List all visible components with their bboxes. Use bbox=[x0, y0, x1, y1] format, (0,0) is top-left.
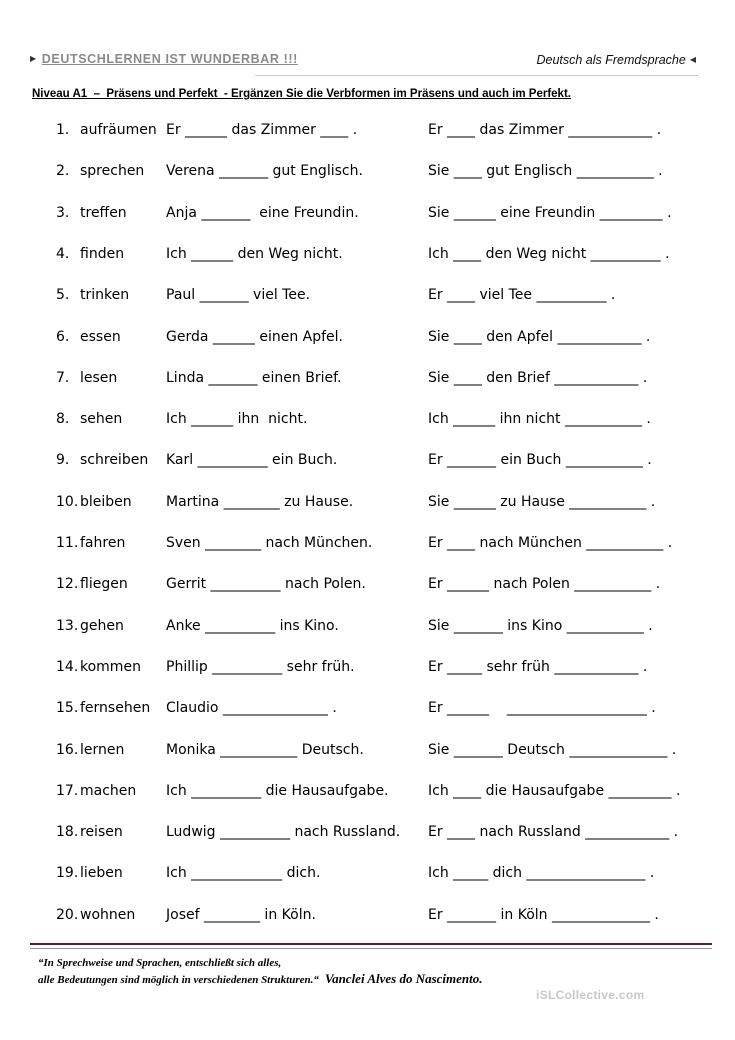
quote-line-2 bbox=[38, 971, 483, 988]
exercise-row bbox=[0, 122, 735, 144]
exercise-number: 18. bbox=[56, 824, 79, 840]
perfect-sentence: Er ______ nach Polen ___________ . bbox=[428, 576, 661, 592]
exercise-number: 17. bbox=[56, 783, 79, 799]
exercise-row bbox=[0, 742, 735, 764]
header-divider bbox=[255, 75, 698, 76]
header-left-text: DEUTSCHLERNEN IST WUNDERBAR !!! bbox=[41, 52, 298, 66]
exercise-number: 11. bbox=[56, 535, 79, 551]
exercise-number: 12. bbox=[56, 576, 79, 592]
present-sentence: Ich _____________ dich. bbox=[166, 865, 321, 881]
exercise-row bbox=[0, 494, 735, 516]
exercise-verb: sehen bbox=[80, 411, 123, 427]
present-sentence: Ich __________ die Hausaufgabe. bbox=[166, 783, 389, 799]
exercise-row bbox=[0, 411, 735, 433]
perfect-sentence: Er _______ ein Buch ___________ . bbox=[428, 452, 652, 468]
perfect-sentence: Sie ____ gut Englisch ___________ . bbox=[428, 163, 663, 179]
watermark: iSLCollective.com bbox=[536, 988, 645, 1002]
header-left-title bbox=[30, 52, 298, 66]
exercise-row bbox=[0, 329, 735, 351]
perfect-sentence: Sie ____ den Brief ____________ . bbox=[428, 370, 648, 386]
perfect-sentence: Ich _____ dich _________________ . bbox=[428, 865, 655, 881]
exercise-verb: schreiben bbox=[80, 452, 149, 468]
present-sentence: Anke __________ ins Kino. bbox=[166, 618, 339, 634]
footer-divider-light bbox=[30, 948, 712, 949]
exercise-number: 20. bbox=[56, 907, 79, 923]
exercise-number: 13. bbox=[56, 618, 79, 634]
exercise-verb: lesen bbox=[80, 370, 118, 386]
perfect-sentence: Er _______ in Köln ______________ . bbox=[428, 907, 659, 923]
exercise-number: 9. bbox=[56, 452, 70, 468]
exercise-verb: lernen bbox=[80, 742, 125, 758]
exercise-row bbox=[0, 700, 735, 722]
exercise-number: 8. bbox=[56, 411, 70, 427]
exercise-verb: sprechen bbox=[80, 163, 145, 179]
exercise-number: 3. bbox=[56, 205, 70, 221]
present-sentence: Martina ________ zu Hause. bbox=[166, 494, 354, 510]
present-sentence: Paul _______ viel Tee. bbox=[166, 287, 311, 303]
exercise-row bbox=[0, 783, 735, 805]
present-sentence: Linda _______ einen Brief. bbox=[166, 370, 342, 386]
exercise-verb: fahren bbox=[80, 535, 126, 551]
exercise-row bbox=[0, 246, 735, 268]
exercise-row bbox=[0, 576, 735, 598]
quote-line-1: “In Sprechweise und Sprachen, entschließt sich alles, bbox=[38, 957, 282, 969]
exercise-number: 10. bbox=[56, 494, 79, 510]
exercise-verb: machen bbox=[80, 783, 137, 799]
exercise-verb: aufräumen bbox=[80, 122, 157, 138]
exercise-number: 16. bbox=[56, 742, 79, 758]
present-sentence: Er ______ das Zimmer ____ . bbox=[166, 122, 358, 138]
exercise-number: 4. bbox=[56, 246, 70, 262]
perfect-sentence: Ich ____ die Hausaufgabe _________ . bbox=[428, 783, 681, 799]
footer-divider-dark bbox=[30, 943, 712, 945]
exercise-row bbox=[0, 907, 735, 929]
present-sentence: Josef ________ in Köln. bbox=[166, 907, 316, 923]
perfect-sentence: Sie ____ den Apfel ____________ . bbox=[428, 329, 651, 345]
present-sentence: Gerrit __________ nach Polen. bbox=[166, 576, 366, 592]
present-sentence: Phillip __________ sehr früh. bbox=[166, 659, 355, 675]
right-arrow-icon: ▶ bbox=[30, 54, 37, 63]
exercise-verb: fernsehen bbox=[80, 700, 151, 716]
perfect-sentence: Er ____ nach München ___________ . bbox=[428, 535, 673, 551]
perfect-sentence: Ich ____ den Weg nicht __________ . bbox=[428, 246, 670, 262]
quote-line-2-text: alle Bedeutungen sind möglich in verschiedenen Strukturen.“ bbox=[38, 974, 319, 986]
exercise-number: 14. bbox=[56, 659, 79, 675]
header-right-title bbox=[536, 53, 696, 67]
present-sentence: Verena _______ gut Englisch. bbox=[166, 163, 363, 179]
perfect-sentence: Er _____ sehr früh ____________ . bbox=[428, 659, 648, 675]
exercise-row bbox=[0, 452, 735, 474]
present-sentence: Ich ______ den Weg nicht. bbox=[166, 246, 343, 262]
exercise-number: 6. bbox=[56, 329, 70, 345]
left-arrow-icon: ◀ bbox=[689, 55, 696, 64]
exercise-row bbox=[0, 618, 735, 640]
perfect-sentence: Sie _______ Deutsch ______________ . bbox=[428, 742, 677, 758]
exercise-verb: trinken bbox=[80, 287, 130, 303]
perfect-sentence: Sie ______ zu Hause ___________ . bbox=[428, 494, 656, 510]
exercise-verb: gehen bbox=[80, 618, 124, 634]
exercise-number: 19. bbox=[56, 865, 79, 881]
exercise-row bbox=[0, 535, 735, 557]
present-sentence: Anja _______ eine Freundin. bbox=[166, 205, 359, 221]
exercise-row bbox=[0, 865, 735, 887]
exercise-verb: reisen bbox=[80, 824, 123, 840]
exercise-verb: essen bbox=[80, 329, 121, 345]
exercise-row bbox=[0, 205, 735, 227]
header-right-text: Deutsch als Fremdsprache bbox=[536, 53, 686, 67]
exercise-number: 2. bbox=[56, 163, 70, 179]
exercise-row bbox=[0, 287, 735, 309]
exercise-number: 1. bbox=[56, 122, 70, 138]
exercise-number: 7. bbox=[56, 370, 70, 386]
exercise-number: 5. bbox=[56, 287, 70, 303]
exercise-verb: lieben bbox=[80, 865, 123, 881]
present-sentence: Sven ________ nach München. bbox=[166, 535, 373, 551]
worksheet-header bbox=[30, 52, 696, 76]
exercise-verb: bleiben bbox=[80, 494, 132, 510]
present-sentence: Ludwig __________ nach Russland. bbox=[166, 824, 401, 840]
exercise-verb: wohnen bbox=[80, 907, 136, 923]
present-sentence: Monika ___________ Deutsch. bbox=[166, 742, 364, 758]
exercise-verb: kommen bbox=[80, 659, 141, 675]
present-sentence: Claudio _______________ . bbox=[166, 700, 337, 716]
present-sentence: Ich ______ ihn nicht. bbox=[166, 411, 308, 427]
exercise-row bbox=[0, 659, 735, 681]
exercise-verb: finden bbox=[80, 246, 125, 262]
perfect-sentence: Sie ______ eine Freundin _________ . bbox=[428, 205, 672, 221]
exercise-verb: fliegen bbox=[80, 576, 128, 592]
exercise-row bbox=[0, 163, 735, 185]
quote-author: Vanclei Alves do Nascimento. bbox=[324, 971, 483, 986]
perfect-sentence: Er ____ viel Tee __________ . bbox=[428, 287, 616, 303]
perfect-sentence: Er ____ nach Russland ____________ . bbox=[428, 824, 679, 840]
perfect-sentence: Sie _______ ins Kino ___________ . bbox=[428, 618, 653, 634]
perfect-sentence: Er ______ ____________________ . bbox=[428, 700, 656, 716]
footer-quote bbox=[38, 955, 483, 988]
instruction-text: Niveau A1 – Präsens und Perfekt - Ergänzen Sie die Verbformen im Präsens und auch im Perfekt. bbox=[32, 88, 571, 100]
present-sentence: Gerda ______ einen Apfel. bbox=[166, 329, 343, 345]
perfect-sentence: Ich ______ ihn nicht ___________ . bbox=[428, 411, 651, 427]
exercise-row bbox=[0, 370, 735, 392]
present-sentence: Karl __________ ein Buch. bbox=[166, 452, 338, 468]
exercise-number: 15. bbox=[56, 700, 79, 716]
perfect-sentence: Er ____ das Zimmer ____________ . bbox=[428, 122, 662, 138]
exercise-row bbox=[0, 824, 735, 846]
exercise-verb: treffen bbox=[80, 205, 127, 221]
